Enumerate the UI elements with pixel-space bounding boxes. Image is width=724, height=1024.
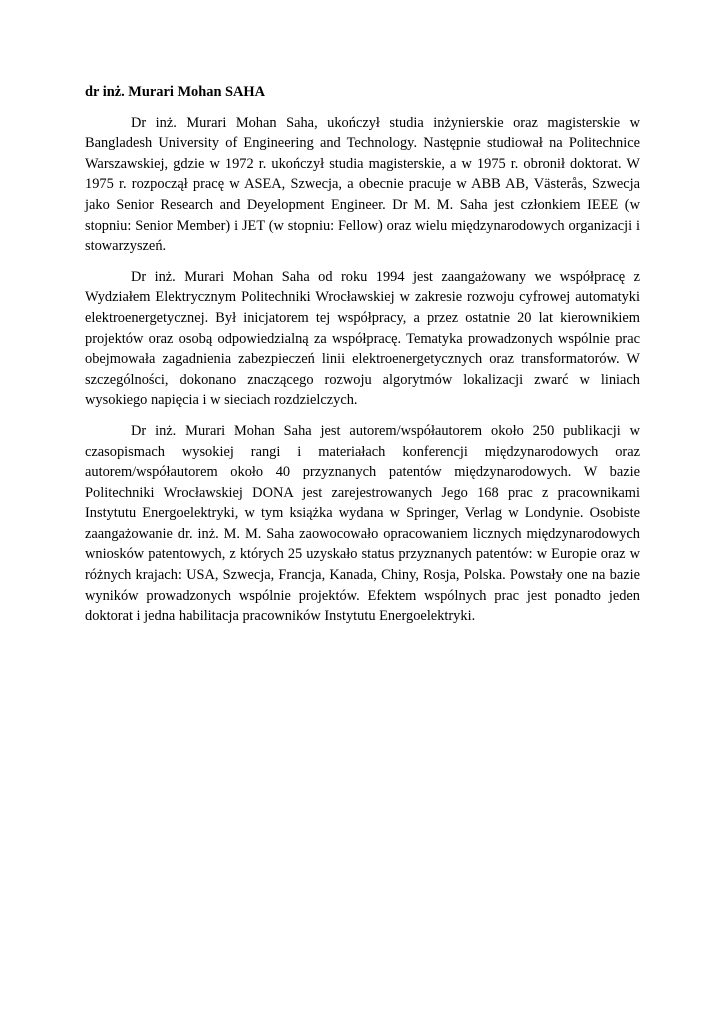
document-page	[85, 82, 640, 637]
paragraph-publications: Dr inż. Murari Mohan Saha jest autorem/współautorem około 250 publikacji w czasopismach wysokiej rangi i materiałach konferencji międzynarodowych oraz autorem/współautorem około 40 przyznanych patentów międzynarodowych. W bazie Politechniki Wrocławskiej DONA jest zarejestrowanych Jego 168 prac z pracownikami Instytutu Energoelektryki, w tym książka wydana w Springer, Verlag w Londynie. Osobiste zaangażowanie dr. inż. M. M. Saha zaowocowało opracowaniem licznych międzynarodowych wniosków patentowych, z których 25 uzyskało status przyznanych patentów: w Europie oraz w różnych krajach: USA, Szwecja, Francja, Kanada, Chiny, Rosja, Polska. Powstały one na bazie wyników prowadzonych wspólnie projektów. Efektem wspólnych prac jest ponadto jeden doktorat i jedna habilitacja pracowników Instytutu Energoelektryki.	[85, 422, 640, 625]
paragraph-cooperation: Dr inż. Murari Mohan Saha od roku 1994 jest zaangażowany we współpracę z Wydziałem Elektrycznym Politechniki Wrocławskiej w zakresie rozwoju cyfrowej automatyki elektroenergetycznej. Był inicjatorem tej współpracy, a przez ostatnie 20 lat kierownikiem projektów oraz osobą odpowiedzialną za współpracę. Tematyka prowadzonych wspólnie prac obejmowała zagadnienia zabezpieczeń linii elektroenergetycznych oraz transformatorów. W szczególności, dokonano znaczącego rozwoju algorytmów lokalizacji zwarć w liniach wysokiego napięcia i w sieciach rozdzielczych.	[85, 268, 640, 409]
document-title: dr inż. Murari Mohan SAHA	[85, 84, 266, 100]
paragraph-education: Dr inż. Murari Mohan Saha, ukończył studia inżynierskie oraz magisterskie w Bangladesh University of Engineering and Technology. Następnie studiował na Politechnice Warszawskiej, gdzie w 1972 r. ukończył studia magisterskie, a w 1975 r. obronił doktorat. W 1975 r. rozpoczął pracę w ASEA, Szwecja, a obecnie pracuje w ABB AB, Västerås, Szwecja jako Senior Research and Deyelopment Engineer. Dr M. M. Saha jest członkiem IEEE (w stopniu: Senior Member) i JET (w stopniu: Fellow) oraz wielu międzynarodowych organizacji i stowarzyszeń.	[85, 114, 640, 255]
